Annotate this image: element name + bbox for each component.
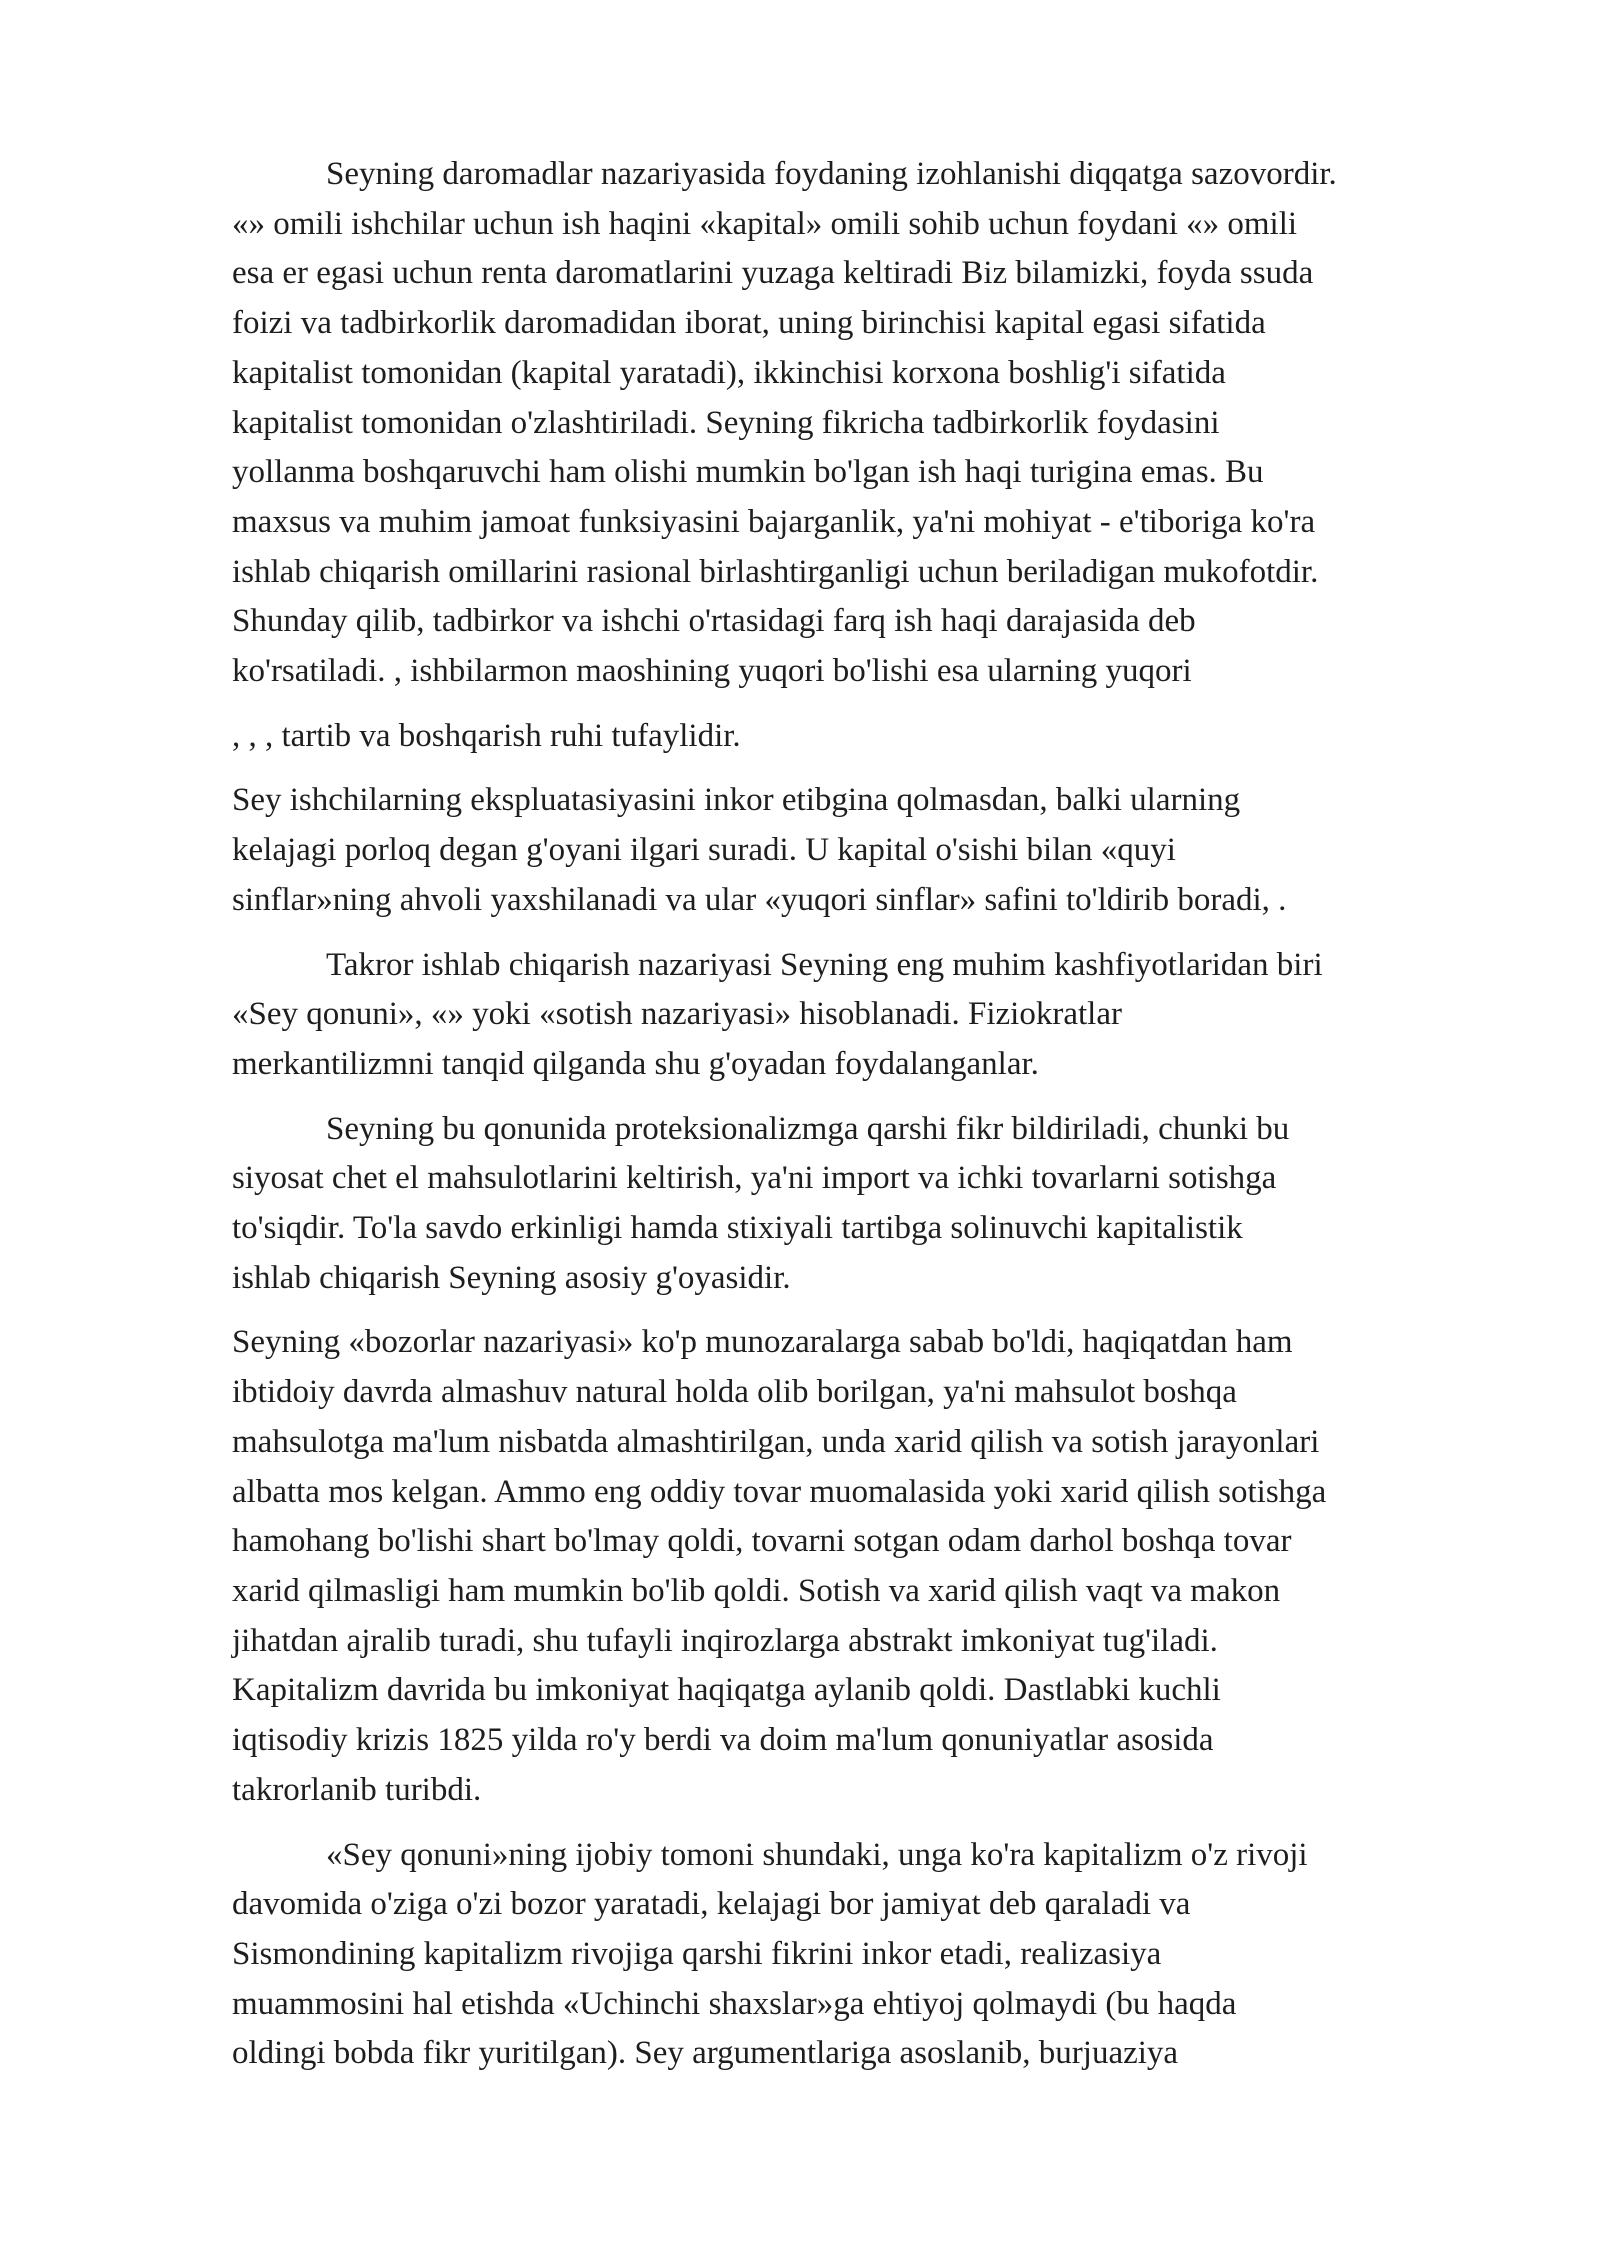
- paragraph-5: [232, 1105, 1484, 1304]
- text-line: yollanma boshqaruvchi ham olishi mumkin bo'lgan ish haqi turigina emas. Bu: [232, 454, 1264, 491]
- text-line: merkantilizmni tanqid qilganda shu g'oyadan foydalanganlar.: [232, 1045, 1039, 1082]
- text-line: takrorlanib turibdi.: [232, 1771, 482, 1808]
- text-line: to'siqdir. To'la savdo erkinligi hamda stixiyali tartibga solinuvchi kapitalistik: [232, 1210, 1243, 1247]
- text-line: kelajagi porloq degan g'oyani ilgari suradi. U kapital o'sishi bilan «quyi: [232, 832, 1176, 869]
- text-line: «» omili ishchilar uchun ish haqini «kapital» omili sohib uchun foydani «» omili: [232, 205, 1298, 242]
- text-line: kapitalist tomonidan o'zlashtiriladi. Seyning fikricha tadbirkorlik foydasini: [232, 404, 1220, 441]
- text-line: Seyning bu qonunida proteksionalizmga qarshi fikr bildiriladi, chunki bu: [326, 1110, 1290, 1147]
- text-line: Sismondining kapitalizm rivojiga qarshi fikrini inkor etadi, realizasiya: [232, 1935, 1162, 1972]
- document-body: [232, 150, 1484, 2079]
- text-line: mahsulotga ma'lum nisbatda almashtirilgan, unda xarid qilish va sotish jarayonlari: [232, 1423, 1320, 1460]
- text-line: albatta mos kelgan. Ammo eng oddiy tovar muomalasida yoki xarid qilish sotishga: [232, 1473, 1327, 1510]
- text-line: maxsus va muhim jamoat funksiyasini bajarganlik, ya'ni mohiyat - e'tiboriga ko'ra: [232, 503, 1316, 540]
- paragraph-6: [232, 1318, 1484, 1815]
- text-line: davomida o'ziga o'zi bozor yaratadi, kelajagi bor jamiyat deb qaraladi va: [232, 1886, 1191, 1923]
- text-line: kapitalist tomonidan (kapital yaratadi), ikkinchisi korxona boshlig'i sifatida: [232, 354, 1226, 391]
- text-line: sinflar»ning ahvoli yaxshilanadi va ular «yuqori sinflar» safini to'ldirib boradi, .: [232, 881, 1287, 918]
- text-line: ishlab chiqarish omillarini rasional birlashtirganligi uchun beriladigan mukofotdir.: [232, 553, 1319, 590]
- text-line: esa er egasi uchun renta daromatlarini yuzaga keltiradi Biz bilamizki, foyda ssuda: [232, 255, 1314, 292]
- text-line: siyosat chet el mahsulotlarini keltirish, ya'ni import va ichki tovarlarni sotishga: [232, 1160, 1277, 1197]
- text-line: Kapitalizm davrida bu imkoniyat haqiqatga aylanib qoldi. Dastlabki kuchli: [232, 1672, 1221, 1709]
- text-line: ishlab chiqarish Seyning asosiy g'oyasidir.: [232, 1259, 791, 1296]
- text-line: Seyning «bozorlar nazariyasi» ko'p munozaralarga sabab bo'ldi, haqiqatdan ham: [232, 1324, 1293, 1361]
- text-line: jihatdan ajralib turadi, shu tufayli inqirozlarga abstrakt imkoniyat tug'iladi.: [232, 1622, 1218, 1659]
- paragraph-4: [232, 941, 1484, 1090]
- text-line: ibtidoiy davrda almashuv natural holda olib borilgan, ya'ni mahsulot boshqa: [232, 1374, 1237, 1411]
- text-line: ko'rsatiladi. , ishbilarmon maoshining yuqori bo'lishi esa ularning yuqori: [232, 653, 1192, 690]
- text-line: Sey ishchilarning ekspluatasiyasini inkor etibgina qolmasdan, balki ularning: [232, 782, 1241, 819]
- text-line: «Sey qonuni», «» yoki «sotish nazariyasi» hisoblanadi. Fiziokratlar: [232, 996, 1122, 1033]
- paragraph-1: [232, 150, 1484, 697]
- text-line: «Sey qonuni»ning ijobiy tomoni shundaki, unga ko'ra kapitalizm o'z rivoji: [326, 1836, 1308, 1873]
- text-line: foizi va tadbirkorlik daromadidan iborat, uning birinchisi kapital egasi sifatida: [232, 305, 1266, 342]
- text-line: xarid qilmasligi ham mumkin bo'lib qoldi. Sotish va xarid qilish vaqt va makon: [232, 1572, 1281, 1609]
- paragraph-3: [232, 776, 1484, 925]
- text-line: oldingi bobda fikr yuritilgan). Sey argumentlariga asoslanib, burjuaziya: [232, 2035, 1179, 2072]
- text-line: hamohang bo'lishi shart bo'lmay qoldi, tovarni sotgan odam darhol boshqa tovar: [232, 1523, 1292, 1560]
- text-line: iqtisodiy krizis 1825 yilda ro'y berdi va doim ma'lum qonuniyatlar asosida: [232, 1722, 1214, 1759]
- paragraph-2: [232, 712, 1484, 762]
- paragraph-7: [232, 1831, 1484, 2080]
- text-line: muammosini hal etishda «Uchinchi shaxslar»ga ehtiyoj qolmaydi (bu haqda: [232, 1985, 1237, 2022]
- text-line: Seyning daromadlar nazariyasida foydaning izohlanishi diqqatga sazovordir.: [326, 156, 1337, 192]
- text-line: , , , tartib va boshqarish ruhi tufaylidir.: [232, 717, 741, 754]
- text-line: Shunday qilib, tadbirkor va ishchi o'rtasidagi farq ish haqi darajasida deb: [232, 603, 1196, 640]
- text-line: Takror ishlab chiqarish nazariyasi Seyning eng muhim kashfiyotlaridan biri: [326, 946, 1323, 983]
